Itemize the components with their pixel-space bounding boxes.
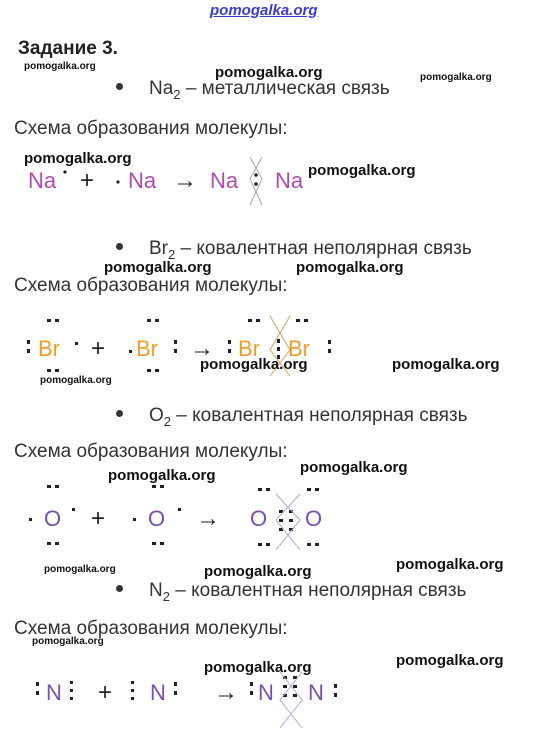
equation-o xyxy=(0,480,535,555)
formula-base: O xyxy=(149,405,164,426)
bond-cross-lines xyxy=(280,672,302,728)
equation-na xyxy=(0,155,535,215)
product-atom-na-1: Na xyxy=(210,168,239,193)
bullet-item-n2 xyxy=(116,580,466,604)
arrow: → xyxy=(173,167,197,194)
scheme-label: Схема образования молекулы: xyxy=(14,618,288,639)
electron-dot xyxy=(254,173,258,177)
watermark: pomogalka.org xyxy=(396,652,504,669)
bullet-dot xyxy=(116,410,123,417)
electron-pairs xyxy=(36,676,337,700)
product-atom-n-1: N xyxy=(258,680,274,705)
arrow: → xyxy=(196,505,220,532)
watermark: pomogalka.org xyxy=(108,467,216,484)
watermark: pomogalka.org xyxy=(215,64,323,81)
formula-base: N xyxy=(149,580,163,601)
bullet-item-o2 xyxy=(116,405,468,429)
arrow: → xyxy=(214,679,238,706)
atom-n-right: N xyxy=(150,680,166,705)
bullet-item-na2 xyxy=(116,78,390,102)
watermark: pomogalka.org xyxy=(32,636,104,647)
equation-n xyxy=(0,670,535,736)
watermark: pomogalka.org xyxy=(204,659,312,676)
bond-cross-lines xyxy=(250,157,262,205)
product-atom-n-2: N xyxy=(308,680,324,705)
bond-description: – металлическая связь xyxy=(185,78,390,99)
task-title: Задание 3. xyxy=(18,38,118,59)
bullet-dot xyxy=(116,585,123,592)
plus-sign: + xyxy=(91,335,106,362)
watermark: pomogalka.org xyxy=(24,61,96,72)
plus-sign: + xyxy=(91,505,106,532)
bond-description: – ковалентная неполярная связь xyxy=(176,405,468,426)
watermark: pomogalka.org xyxy=(200,356,308,373)
formula-subscript: 2 xyxy=(168,246,176,262)
product-atom-br-2: Br xyxy=(288,336,310,361)
atom-br-left: Br xyxy=(38,336,60,361)
scheme-label: Схема образования молекулы: xyxy=(14,441,288,462)
product-atom-na-2: Na xyxy=(275,168,304,193)
bond-description: – ковалентная неполярная связь xyxy=(175,580,467,601)
arrow: → xyxy=(190,335,214,362)
product-atom-o-1: O xyxy=(250,506,268,531)
watermark: pomogalka.org xyxy=(392,356,500,373)
plus-sign: + xyxy=(98,679,113,706)
atom-n-left: N xyxy=(46,680,62,705)
atom-br-right: Br xyxy=(136,336,158,361)
watermark: pomogalka.org xyxy=(396,556,504,573)
watermark: pomogalka.org xyxy=(308,162,416,179)
bullet-dot xyxy=(116,83,123,90)
watermark: pomogalka.org xyxy=(24,150,132,167)
electron-pairs xyxy=(29,485,319,546)
formula-subscript: 2 xyxy=(163,413,172,429)
watermark: pomogalka.org xyxy=(104,259,212,276)
product-atom-br-1: Br xyxy=(238,336,260,361)
watermark: pomogalka.org xyxy=(300,459,408,476)
watermark-top: pomogalka.org xyxy=(210,2,318,19)
product-atom-o-2: O xyxy=(305,506,323,531)
watermark: pomogalka.org xyxy=(40,375,112,386)
electron-dot xyxy=(63,170,66,173)
electron-dot xyxy=(254,182,258,186)
formula-base: Br xyxy=(149,238,168,259)
atom-na-left: Na xyxy=(28,168,57,193)
formula-subscript: 2 xyxy=(162,588,170,604)
scheme-label: Схема образования молекулы: xyxy=(14,118,288,139)
formula-base: Na xyxy=(149,78,174,99)
watermark: pomogalka.org xyxy=(420,72,492,83)
bond-description: – ковалентная неполярная связь xyxy=(180,238,472,259)
electron-dot xyxy=(116,180,119,183)
atom-na-right: Na xyxy=(128,168,157,193)
atom-o-right: O xyxy=(148,506,166,531)
bullet-dot xyxy=(116,243,123,250)
watermark: pomogalka.org xyxy=(296,259,404,276)
watermark: pomogalka.org xyxy=(204,563,312,580)
watermark: pomogalka.org xyxy=(44,564,116,575)
scheme-label: Схема образования молекулы: xyxy=(14,275,288,296)
plus-sign: + xyxy=(80,167,95,194)
atom-o-left: O xyxy=(44,506,62,531)
formula-subscript: 2 xyxy=(173,86,181,102)
